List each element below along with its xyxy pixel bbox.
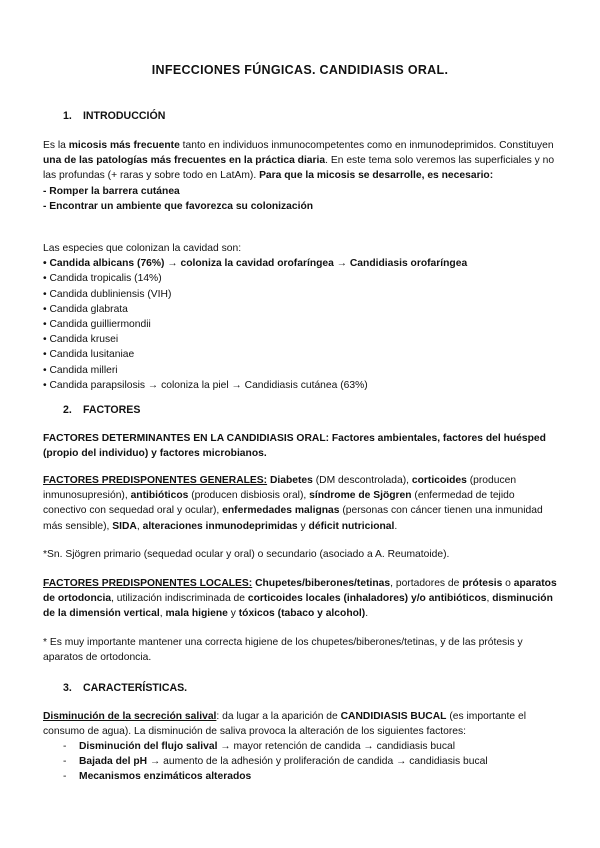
section-number: 3.	[63, 682, 72, 694]
list-item: • Candida milleri	[43, 364, 118, 376]
list-item: • Candida albicans (76%) → coloniza la cavidad orofaríngea → Candidiasis orofaríngea	[43, 258, 468, 270]
factores-generales: FACTORES PREDISPONENTES GENERALES: Diabetes (DM descontrolada), corticoides (producen inmunosupresión), antibióticos (producen disbiosis oral), síndrome de Sjögren (enfermedad de tejido conectivo con sequedad oral y ocular), enfermedades malignas (personas con cáncer tienen una inmunidad más sensible), SIDA, alteraciones inmunodeprimidas y déficit nutricional.	[43, 475, 543, 532]
section-label: CARACTERÍSTICAS.	[82, 682, 188, 694]
requirement-item: - Encontrar un ambiente que favorezca su colonización	[43, 200, 314, 212]
section-number: 1.	[63, 110, 72, 122]
list-item: - Bajada del pH → aumento de la adhesión y proliferación de candida → candidiasis bucal	[63, 756, 488, 768]
caracteristicas-list	[63, 739, 558, 785]
requirement-item: - Romper la barrera cutánea	[43, 185, 180, 197]
section-heading-factores	[63, 404, 140, 416]
factores-locales: FACTORES PREDISPONENTES LOCALES: Chupetes/biberones/tetinas, portadores de prótesis o aparatos de ortodoncia, utilización indiscriminada de corticoides locales (inhaladores) y/o antibióticos, disminución de la dimensión vertical, mala higiene y tóxicos (tabaco y alcohol).	[43, 578, 557, 620]
species-list	[43, 241, 558, 393]
species-lead: Las especies que colonizan la cavidad son:	[43, 243, 242, 254]
list-item: • Candida tropicalis (14%)	[43, 273, 162, 285]
intro-paragraph: Es la micosis más frecuente tanto en individuos inmunocompetentes como en inmunodeprimidos. Constituyen una de las patologías más frecuentes en la práctica diaria. En este tema solo veremos las superficiales y no las profundas (+ raras y sobre todo en LatAm). Para que la micosis se desarrolle, es necesario: - Romper la barrera cutánea - Encontrar un ambiente que favorezca su colonización	[43, 140, 555, 212]
factores-determinantes: FACTORES DETERMINANTES EN LA CANDIDIASIS ORAL: Factores ambientales, factores del huésped (propio del individuo) y factores microbianos.	[43, 433, 546, 460]
list-item: • Candida guilliermondii	[43, 319, 151, 331]
sjogren-note: *Sn. Sjögren primario (sequedad ocular y oral) o secundario (asociado a A. Reumatoide).	[43, 549, 450, 560]
list-item: - Disminución del flujo salival → mayor retención de candida → candidiasis bucal	[63, 741, 455, 752]
list-item: • Candida krusei	[43, 334, 119, 346]
section-heading-introduccion	[63, 110, 165, 122]
list-item: • Candida parapsilosis → coloniza la piel → Candidiasis cutánea (63%)	[43, 379, 368, 391]
section-label: INTRODUCCIÓN	[82, 110, 166, 122]
section-heading-caracteristicas	[63, 682, 187, 694]
caracteristicas-paragraph: Disminución de la secreción salival: da lugar a la aparición de CANDIDIASIS BUCAL (es importante el consumo de agua). La disminución de saliva provoca la alteración de los siguientes factores:	[43, 711, 527, 738]
page-title: INFECCIONES FÚNGICAS. CANDIDIASIS ORAL.	[151, 63, 449, 77]
list-item: • Candida lusitaniae	[43, 349, 135, 361]
list-item: - Mecanismos enzimáticos alterados	[63, 771, 252, 783]
list-item: • Candida glabrata	[43, 303, 128, 315]
list-item: • Candida dubliniensis (VIH)	[43, 288, 172, 300]
hygiene-note: * Es muy importante mantener una correcta higiene de los chupetes/biberones/tetinas, y de las prótesis y aparatos de ortodoncia.	[43, 637, 523, 664]
section-number: 2.	[63, 404, 72, 416]
section-label: FACTORES	[82, 404, 141, 416]
